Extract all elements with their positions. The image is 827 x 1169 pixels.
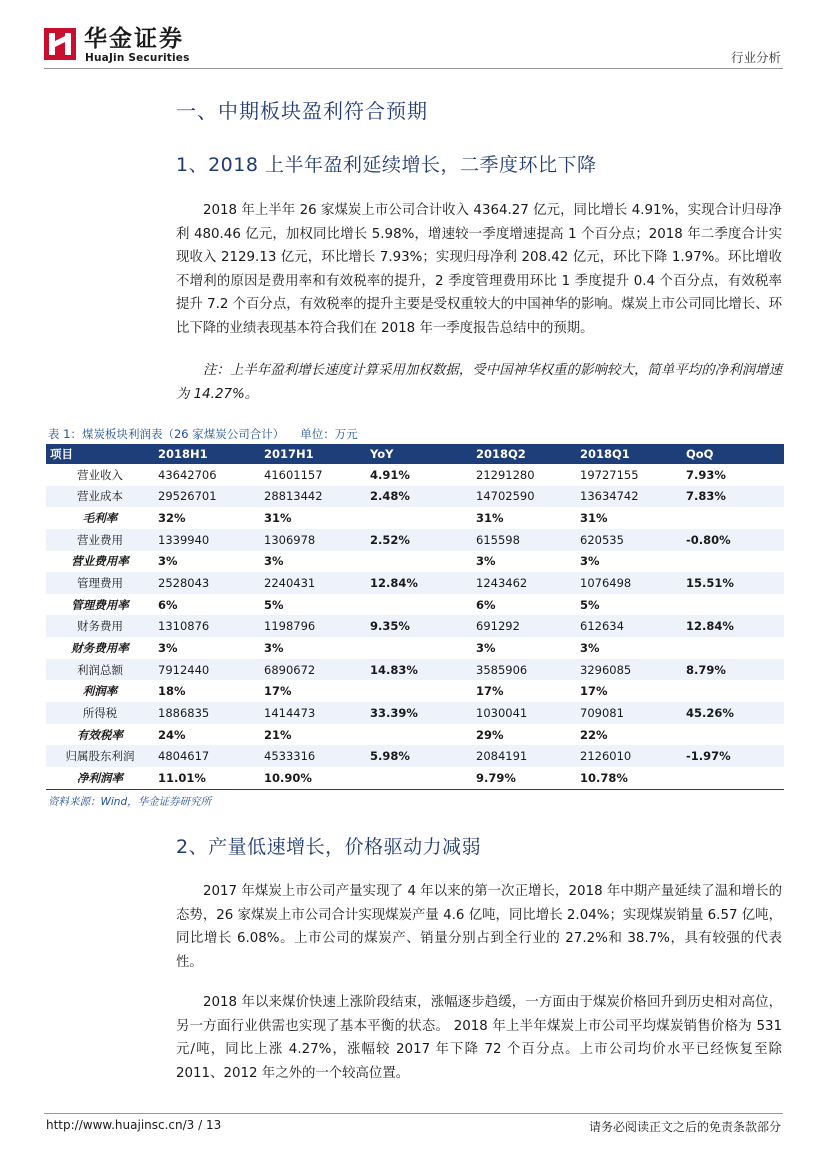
table-row [46, 680, 784, 702]
table-row-label: 管理费用 [46, 572, 154, 594]
table-cell: 6% [476, 597, 496, 612]
table-row [46, 615, 784, 637]
table-cell: 7.83% [682, 486, 784, 508]
table-cell [682, 680, 784, 702]
table-cell: 24% [158, 727, 186, 742]
table-cell: 2084191 [472, 745, 576, 767]
table-row [46, 486, 784, 508]
table-cell: 2126010 [576, 745, 682, 767]
table-cell: 9.79% [472, 767, 576, 789]
table-caption [48, 426, 358, 442]
table-row-label: 有效税率 [77, 727, 123, 742]
table-cell: 691292 [472, 615, 576, 637]
table-cell: 29526701 [154, 486, 260, 508]
table-cell: 3% [264, 554, 284, 569]
table-cell: 3585906 [472, 659, 576, 681]
table-cell: 43642706 [158, 467, 217, 482]
table-cell [682, 767, 784, 789]
table-row-label: 管理费用率 [71, 597, 129, 612]
table-row [46, 724, 784, 746]
table-cell: -0.80% [682, 529, 784, 551]
table-unit: 单位：万元 [300, 427, 358, 441]
table-row [46, 702, 784, 724]
table-cell: 31% [264, 511, 292, 526]
table-cell: 32% [158, 511, 186, 526]
table-cell: 3% [476, 554, 496, 569]
table-row-label: 营业收入 [77, 467, 123, 482]
table-cell: 10.78% [576, 767, 682, 789]
logo-english-name: HuaJin Securities [85, 52, 190, 64]
table-cell: 12.84% [682, 615, 784, 637]
table-row [46, 464, 784, 486]
table-cell: 11.01% [154, 767, 260, 789]
section-title: 一、中期板块盈利符合预期 [176, 99, 428, 123]
footer-url-page[interactable]: http://www.huajinsc.cn/3 / 13 [46, 1118, 222, 1132]
table-row-label: 所得税 [46, 702, 154, 724]
table-row-label: 财务费用率 [71, 640, 129, 655]
table-row-label: 营业费用率 [71, 554, 129, 569]
table-cell: 28813442 [260, 486, 366, 508]
note-paragraph: 注：上半年盈利增长速度计算采用加权数据，受中国神华权重的影响较大，简单平均的净利润增速为 14.27%。 [176, 363, 782, 402]
table-row [46, 551, 784, 573]
table-cell: 3% [476, 640, 496, 655]
table-row-label: 毛利率 [82, 511, 118, 526]
profit-table [46, 444, 784, 790]
table-row-label: 财务费用 [46, 615, 154, 637]
table-cell: 13634742 [576, 486, 682, 508]
table-cell: 6% [158, 597, 178, 612]
table-cell: 21% [264, 727, 292, 742]
table-cell [366, 637, 472, 659]
table-cell: 3% [158, 554, 178, 569]
table-cell: 7.93% [686, 467, 726, 482]
table-cell: 2.52% [366, 529, 472, 551]
table-row [46, 572, 784, 594]
table-cell: 21291280 [476, 467, 535, 482]
huajin-logo-icon [44, 28, 76, 60]
table-cell: 1076498 [576, 572, 682, 594]
table-cell: 1030041 [472, 702, 576, 724]
header-divider [44, 68, 783, 69]
subsection-title-2: 2、产量低速增长，价格驱动力减弱 [176, 836, 482, 858]
table-header-cell: 项目 [46, 444, 154, 464]
table-cell [366, 724, 472, 746]
table-row [46, 594, 784, 616]
table-cell: 612634 [576, 615, 682, 637]
table-cell: 4.91% [370, 467, 410, 482]
table-cell: 14702590 [472, 486, 576, 508]
table-cell: 3% [158, 640, 178, 655]
subsection-title: 1、2018 上半年盈利延续增长，二季度环比下降 [176, 154, 597, 176]
table-cell [366, 767, 472, 789]
table-row [46, 767, 784, 789]
table-cell: 31% [580, 511, 608, 526]
table-cell: 1198796 [260, 615, 366, 637]
table-cell: 709081 [576, 702, 682, 724]
table-cell: 45.26% [682, 702, 784, 724]
table-cell: 615598 [472, 529, 576, 551]
table-source: 资料来源：Wind，华金证券研究所 [48, 796, 212, 808]
table-cell: 5.98% [366, 745, 472, 767]
body-paragraph-2: 2017 年煤炭上市公司产量实现了 4 年以来的第一次正增长，2018 年中期产量延续了温和增长的态势，26 家煤炭上市公司合计实现煤炭产量 4.6 亿吨，同比增长 2.04%；实现煤炭销量 6.57 亿吨，同比增长 6.08%。上市公司的煤炭产、销量分别占到全行业的 27.2%和 38.7%，具有较强的代表性。 [176, 884, 782, 970]
body-paragraph: 2018 年上半年 26 家煤炭上市公司合计收入 4364.27 亿元，同比增长 4.91%，实现合计归母净利 480.46 亿元，加权同比增长 5.98%，增速较一季度增速提高 1 个百分点；2018 年二季度合计实现收入 2129.13 亿元，环比增长 7.93%；实现归母净利 208.42 亿元，环比下降 1.97%。环比增收不增利的原因是费用率和有效税率的提升，2 季度管理费用环比 1 季度提升 0.4 个百分点，有效税率提升 7.2 个百分点，有效税率的提升主要是受权重较大的中国神华的影响。煤炭上市公司同比增长、环比下降的业绩表现基本符合我们在 2018 年一季度报告总结中的预期。 [176, 203, 782, 336]
logo-chinese-name: 华金证券 [84, 26, 184, 52]
table-cell [682, 507, 784, 529]
table-cell: 12.84% [366, 572, 472, 594]
table-header-cell: 2018Q1 [576, 444, 682, 464]
table-cell [682, 594, 784, 616]
table-cell [366, 594, 472, 616]
table-title: 表 1：煤炭板块利润表（26 家煤炭公司合计） [48, 427, 285, 441]
table-header-cell: 2018H1 [154, 444, 260, 464]
table-cell: 9.35% [366, 615, 472, 637]
table-cell: 1243462 [472, 572, 576, 594]
table-cell: 7912440 [154, 659, 260, 681]
table-cell: 1306978 [260, 529, 366, 551]
table-row [46, 659, 784, 681]
table-cell: 1886835 [154, 702, 260, 724]
table-header-cell: YoY [366, 444, 472, 464]
table-cell: 14.83% [366, 659, 472, 681]
table-cell [366, 551, 472, 573]
table-cell: 10.90% [260, 767, 366, 789]
table-cell: 3% [580, 554, 600, 569]
table-row [46, 507, 784, 529]
table-cell: 5% [580, 597, 600, 612]
table-cell [682, 724, 784, 746]
table-cell: 6890672 [260, 659, 366, 681]
table-header-cell: QoQ [682, 444, 784, 464]
table-cell: 3% [580, 640, 600, 655]
table-cell: 15.51% [682, 572, 784, 594]
table-cell: 2.48% [366, 486, 472, 508]
table-cell: 4533316 [260, 745, 366, 767]
report-type: 行业分析 [730, 50, 781, 65]
table-cell: 620535 [576, 529, 682, 551]
table-cell: 29% [476, 727, 504, 742]
table-cell: 3% [264, 640, 284, 655]
table-row-label: 利润率 [82, 684, 118, 699]
table-row [46, 529, 784, 551]
table-header-row [46, 444, 784, 464]
table-cell [366, 680, 472, 702]
table-row-label: 利润总额 [46, 659, 154, 681]
table-cell: 1414473 [260, 702, 366, 724]
table-cell: 1339940 [154, 529, 260, 551]
table-cell: 33.39% [366, 702, 472, 724]
table-cell [682, 637, 784, 659]
table-cell [366, 507, 472, 529]
table-cell: 2240431 [260, 572, 366, 594]
table-cell: 5% [264, 597, 284, 612]
table-cell: 17% [580, 684, 608, 699]
table-cell: 3296085 [576, 659, 682, 681]
table-cell: 8.79% [682, 659, 784, 681]
table-row [46, 637, 784, 659]
table-cell: 2528043 [154, 572, 260, 594]
table-cell: 17% [476, 684, 504, 699]
footer-divider [44, 1113, 783, 1114]
table-cell: 22% [580, 727, 608, 742]
table-row-label: 净利润率 [46, 767, 154, 789]
table-cell: 18% [158, 684, 186, 699]
table-row [46, 745, 784, 767]
table-cell: -1.97% [682, 745, 784, 767]
table-cell: 4804617 [154, 745, 260, 767]
footer-disclaimer: 请务必阅读正文之后的免责条款部分 [588, 1120, 781, 1134]
table-cell: 1310876 [154, 615, 260, 637]
table-cell: 31% [476, 511, 504, 526]
table-cell: 19727155 [580, 467, 639, 482]
table-cell [682, 551, 784, 573]
table-header-cell: 2017H1 [260, 444, 366, 464]
table-cell: 41601157 [264, 467, 323, 482]
table-header-cell: 2018Q2 [472, 444, 576, 464]
body-paragraph-3: 2018 年以来煤价快速上涨阶段结束，涨幅逐步趋缓，一方面由于煤炭价格回升到历史相对高位，另一方面行业供需也实现了基本平衡的状态。 2018 年上半年煤炭上市公司平均煤炭销售价格为 531 元/吨，同比上涨 4.27%，涨幅较 2017 年下降 72 个百分点。上市公司均价水平已经恢复至除 2011、2012 年之外的一个较高位置。 [176, 995, 782, 1081]
table-body [46, 464, 784, 789]
table-row-label: 营业成本 [46, 486, 154, 508]
table-cell: 17% [264, 684, 292, 699]
table-row-label: 归属股东利润 [46, 745, 154, 767]
table-row-label: 营业费用 [46, 529, 154, 551]
